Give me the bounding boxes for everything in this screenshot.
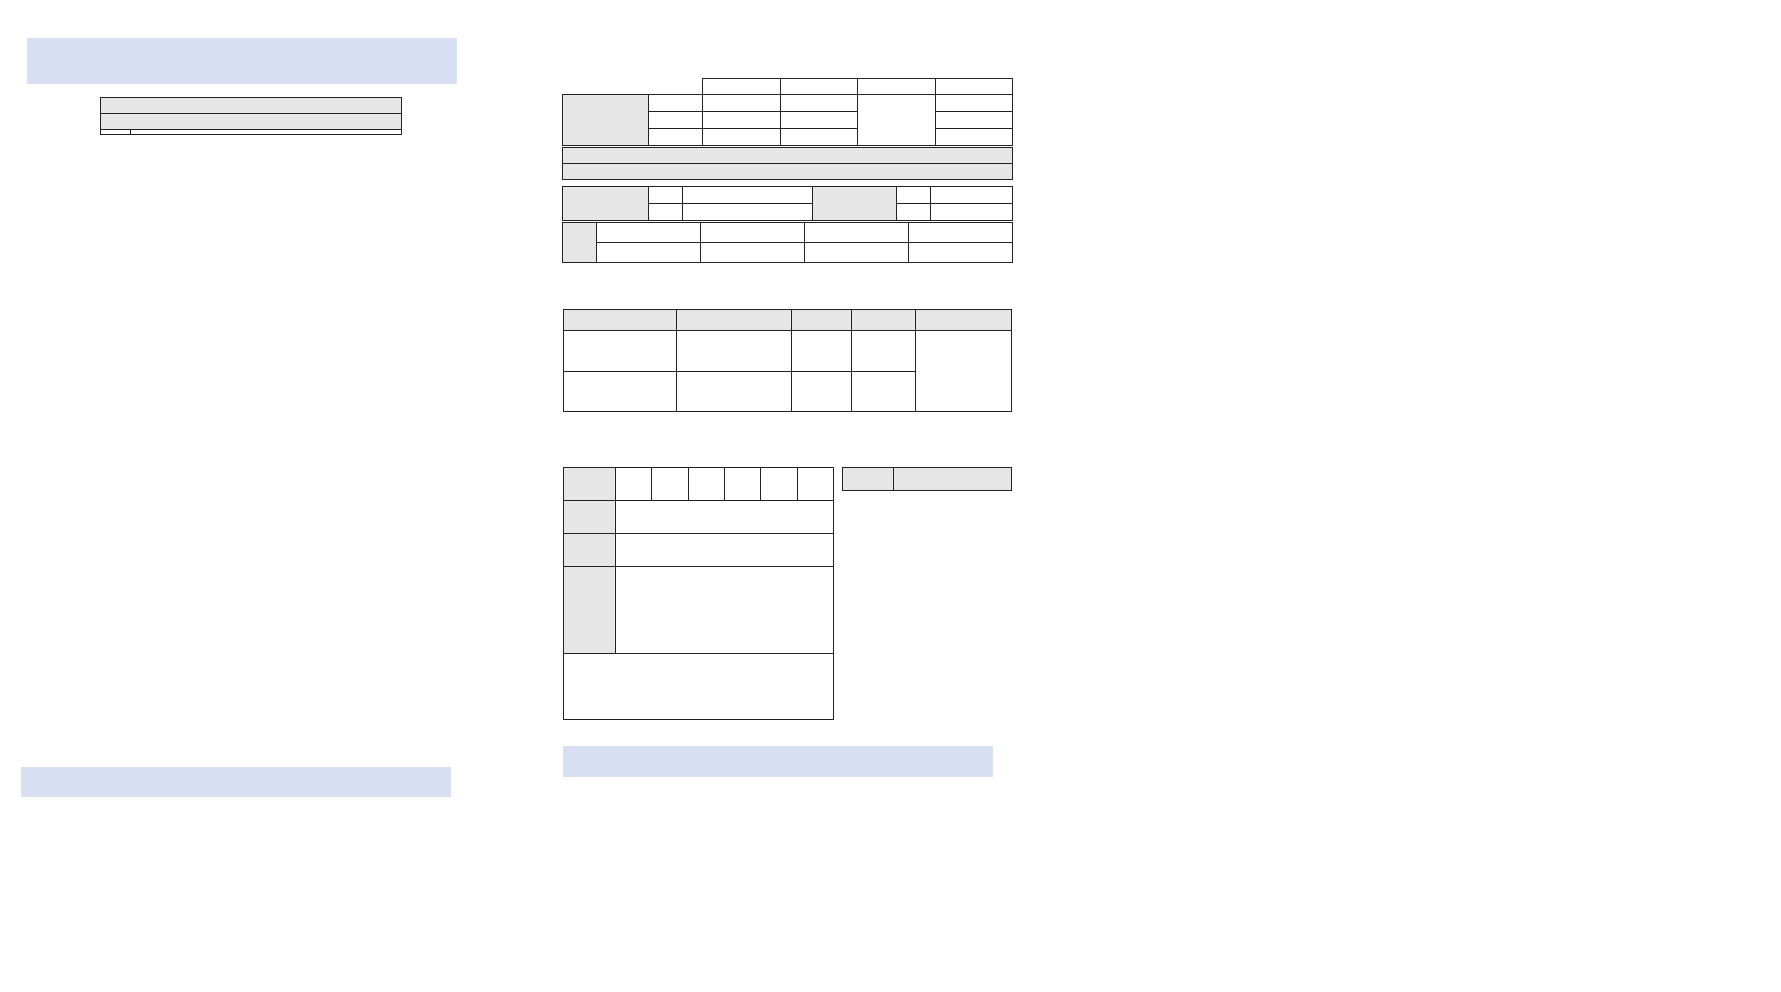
worship-kids-value <box>616 567 834 654</box>
wed-prayer-table <box>562 147 1013 180</box>
service-no <box>761 468 797 501</box>
date-head <box>935 79 1013 95</box>
servants-title <box>563 746 993 777</box>
service-no <box>688 468 724 501</box>
service-label <box>649 112 703 129</box>
worship-table <box>563 467 834 720</box>
date-head <box>858 79 936 95</box>
offering-name <box>931 187 1013 204</box>
service-label <box>649 95 703 112</box>
news-header <box>27 38 457 84</box>
service-label <box>649 129 703 146</box>
service-time <box>724 468 760 501</box>
offering-service <box>897 187 931 204</box>
training-table <box>563 309 1012 412</box>
manna-country <box>805 243 909 263</box>
service-no <box>616 468 652 501</box>
usher-names <box>683 187 813 204</box>
worship-dawn-value <box>616 534 834 567</box>
usher-names <box>683 204 813 221</box>
training-teacher <box>852 331 916 372</box>
character-title <box>101 98 402 114</box>
training-head <box>677 310 792 331</box>
sunday-prayer-label <box>563 95 649 146</box>
service-time <box>652 468 688 501</box>
blank-corner <box>563 79 703 95</box>
dawn-prayer-label <box>563 164 1013 180</box>
usher-service <box>649 187 683 204</box>
date-head <box>703 79 781 95</box>
character-box <box>100 97 402 135</box>
manna-country <box>909 243 1013 263</box>
character-section <box>31 97 457 207</box>
left-column <box>27 38 457 207</box>
prayer-cell <box>935 129 1013 146</box>
offering-label <box>813 187 897 221</box>
training-time <box>677 372 792 412</box>
training-place <box>792 331 852 372</box>
training-head <box>916 310 1012 331</box>
manna-label <box>563 223 597 263</box>
service-time <box>797 468 833 501</box>
training-head <box>564 310 677 331</box>
training-teacher <box>852 372 916 412</box>
usher-table <box>562 186 1013 221</box>
wed-prayer-label <box>563 148 1013 164</box>
glcs-cell <box>916 331 1012 412</box>
worship-wed-label <box>564 501 616 534</box>
prayer-cell <box>935 112 1013 129</box>
events-table <box>842 467 1012 491</box>
prayer-cell <box>703 129 781 146</box>
training-head <box>852 310 916 331</box>
worship-kids-label <box>564 567 616 654</box>
events-head <box>894 468 1012 491</box>
worship-dawn-label <box>564 534 616 567</box>
usher-service <box>649 204 683 221</box>
manna-date <box>597 223 701 243</box>
manna-date <box>805 223 909 243</box>
manna-date <box>701 223 805 243</box>
worship-wed-value <box>616 501 834 534</box>
date-head <box>780 79 858 95</box>
news-list <box>27 88 457 207</box>
resolution-label <box>101 130 131 135</box>
worship-sunday-label <box>564 468 616 501</box>
training-time <box>677 331 792 372</box>
manna-country <box>701 243 805 263</box>
offering-service <box>897 204 931 221</box>
prayer-cell <box>780 112 858 129</box>
usher-label <box>563 187 649 221</box>
manna-country <box>597 243 701 263</box>
events-head <box>843 468 894 491</box>
resolution-list <box>131 130 402 135</box>
prayer-cell <box>703 112 781 129</box>
training-head <box>792 310 852 331</box>
offering-name <box>931 204 1013 221</box>
prayer-cell <box>780 129 858 146</box>
prayer-table <box>562 78 1013 146</box>
manna-table <box>562 222 1013 263</box>
training-program <box>564 331 677 372</box>
worship-note <box>564 654 834 720</box>
training-place <box>792 372 852 412</box>
training-program <box>564 372 677 412</box>
manna-date <box>909 223 1013 243</box>
prayer-cell-9-1 <box>858 95 936 146</box>
character-def <box>101 114 402 130</box>
prayer-cell <box>703 95 781 112</box>
prayer-cell <box>780 95 858 112</box>
prayer-cell <box>935 95 1013 112</box>
congrats-title <box>21 767 451 797</box>
